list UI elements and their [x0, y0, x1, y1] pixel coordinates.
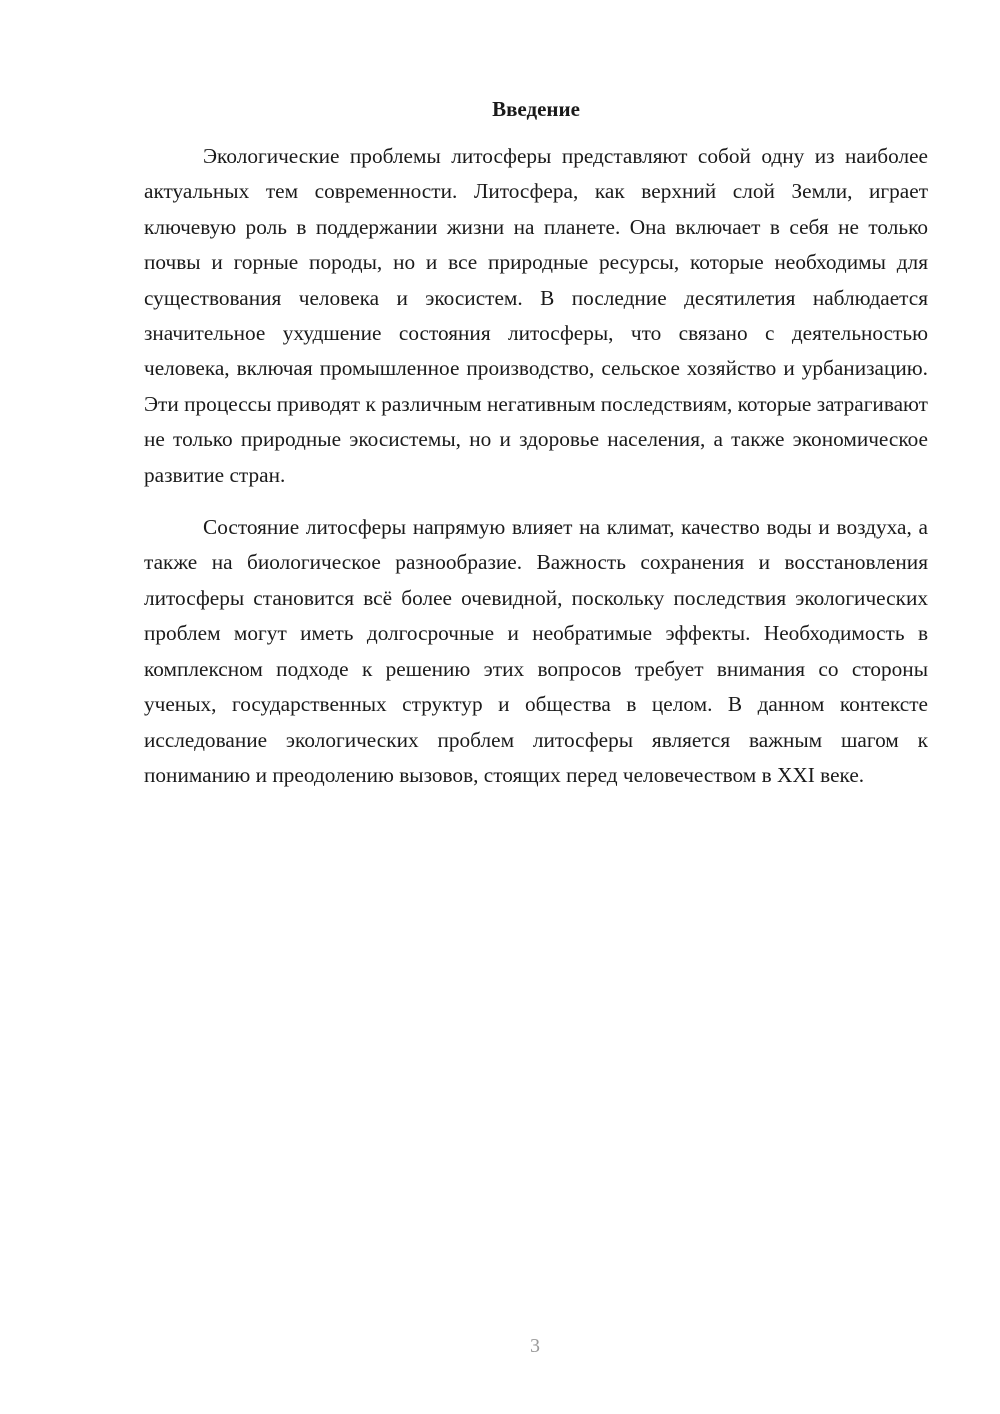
page-number: 3 [530, 1335, 540, 1357]
paragraph-2: Состояние литосферы напрямую влияет на климат, качество воды и воздуха, а также на биологическое разнообразие. Важность сохранения и восстановления литосферы становится всё более очевидной, поскольку последствия экологических проблем могут иметь долгосрочные и необратимые эффекты. Необходимость в комплексном подходе к решению этих вопросов требует внимания со стороны ученых, государственных структур и общества в целом. В данном контексте исследование экологических проблем литосферы является важным шагом к пониманию и преодолению вызовов, стоящих перед человечеством в XXI веке. [144, 515, 928, 787]
section-title: Введение [492, 97, 580, 121]
page-content [144, 92, 928, 793]
paragraph-1: Экологические проблемы литосферы представляют собой одну из наиболее актуальных тем современности. Литосфера, как верхний слой Земли, играет ключевую роль в поддержании жизни на планете. Она включает в себя не только почвы и горные породы, но и все природные ресурсы, которые необходимы для существования человека и экосистем. В последние десятилетия наблюдается значительное ухудшение состояния литосферы, что связано с деятельностью человека, включая промышленное производство, сельское хозяйство и урбанизацию. Эти процессы приводят к различным негативным последствиям, которые затрагивают не только природные экосистемы, но и здоровье населения, а также экономическое развитие стран. [144, 144, 928, 487]
